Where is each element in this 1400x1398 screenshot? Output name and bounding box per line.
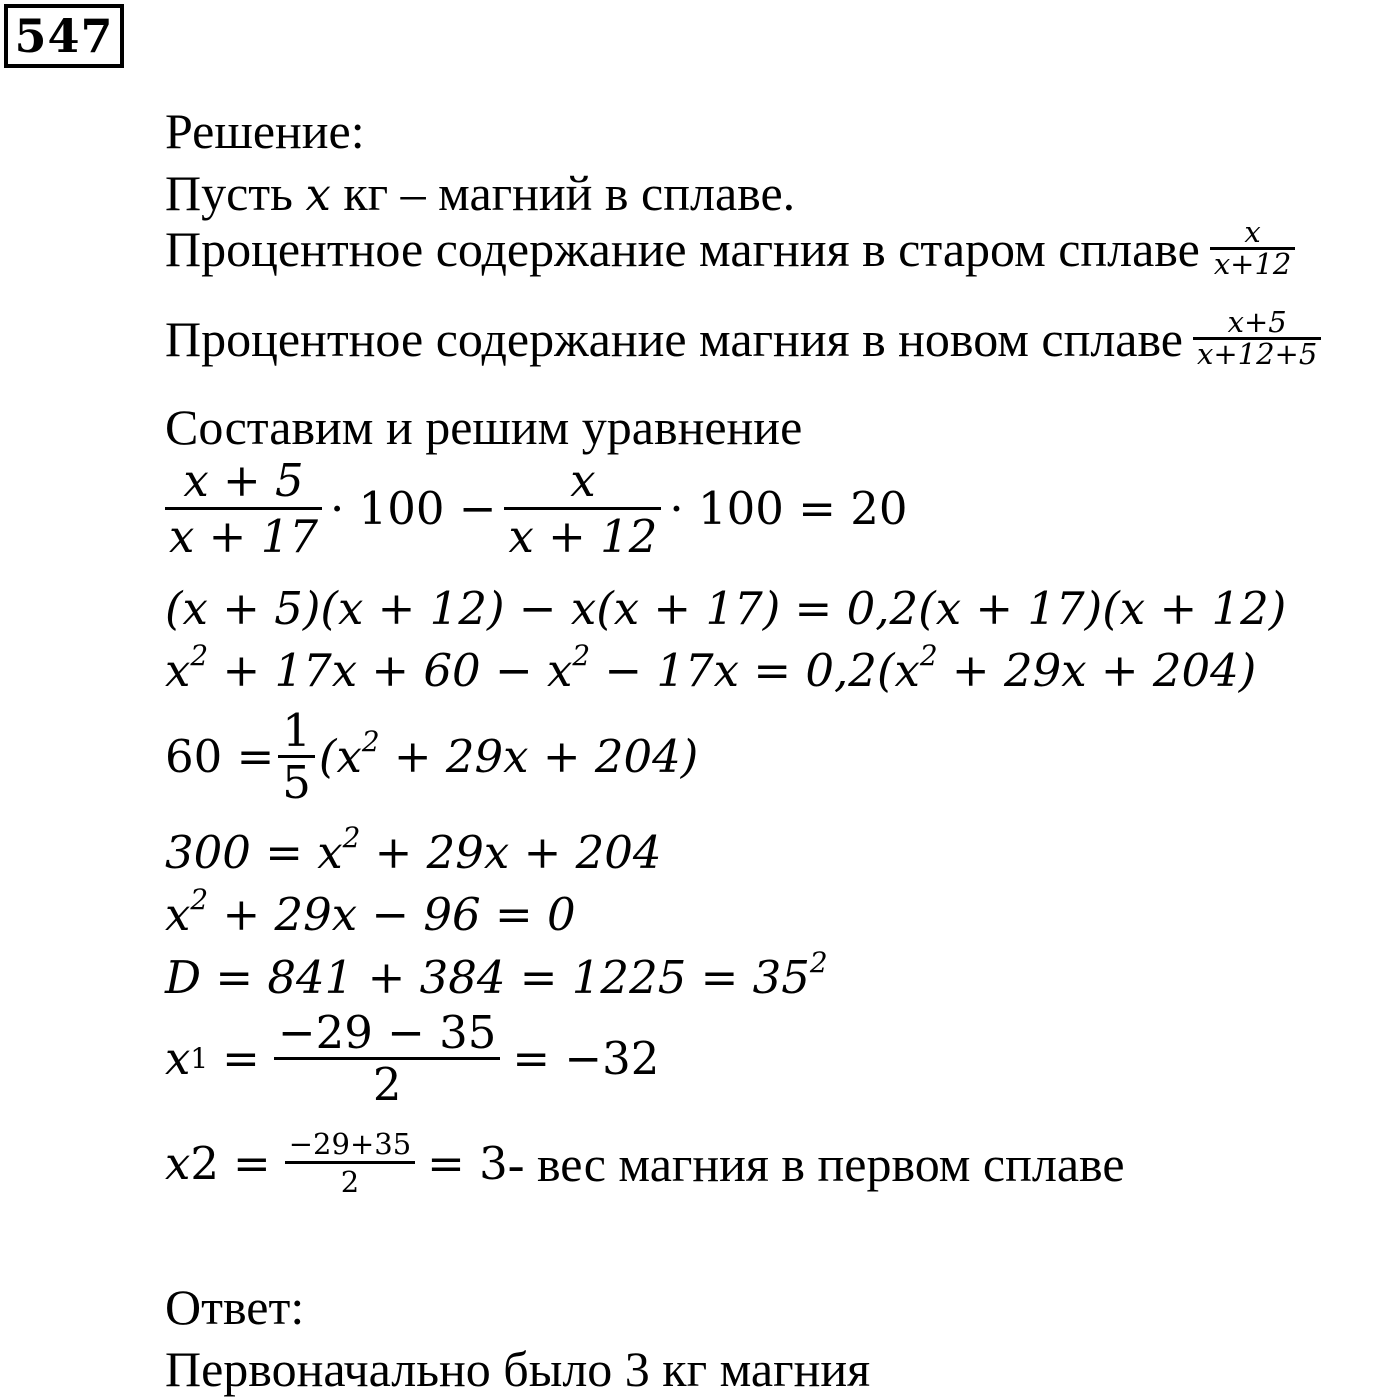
let-var: x — [305, 168, 331, 221]
eq4-exp: 2 — [361, 725, 380, 759]
eq7-a: D = 841 + 384 = 1225 = 35 — [165, 951, 810, 1004]
equation-5 — [165, 821, 662, 879]
eq5-b: + 29x + 204 — [360, 826, 662, 879]
new-percent-text: Процентное содержание магния в новом сплаве — [165, 310, 1183, 367]
equation-discriminant — [165, 946, 828, 1004]
old-percent-num: x — [1244, 215, 1261, 249]
eq1-rhs: · 100 = 20 — [669, 482, 908, 535]
eq3-exp-2: 2 — [572, 639, 591, 673]
eq1-frac2-den: x + 12 — [504, 507, 661, 559]
x1-eq: = — [222, 1032, 260, 1085]
eq1-fraction-2 — [504, 454, 661, 563]
eq6-b: + 29x − 96 = 0 — [208, 888, 576, 941]
eq4-fraction — [278, 704, 315, 809]
eq3-p2: + 17x + 60 − x — [208, 644, 573, 697]
x2-sub: 2 — [190, 1137, 220, 1190]
x1-num: −29 − 35 — [277, 1006, 497, 1059]
x2-num: −29+35 — [288, 1127, 412, 1161]
x2-var: x — [165, 1137, 191, 1190]
eq3-p3: − 17x = 0,2(x — [590, 644, 920, 697]
eq4-rhs-a: (x — [318, 730, 362, 783]
eq5-a: 300 = x — [165, 826, 343, 879]
root-x1: x 1 = $\frac{-29 - 35}{2}$ = −32 — [165, 1006, 660, 1111]
x1-rhs: = −32 — [512, 1032, 660, 1085]
x2-text: - вес магния в первом сплаве — [507, 1135, 1125, 1192]
equation-3 — [165, 639, 1257, 697]
eq3-p1: x — [165, 644, 191, 697]
x1-var: x — [165, 1032, 191, 1085]
let-pre: Пусть — [165, 165, 306, 221]
equation-4 — [165, 704, 699, 809]
eq4-rhs-b: + 29x + 204) — [379, 730, 699, 783]
equation-6 — [165, 883, 576, 941]
old-percent-line — [165, 215, 1295, 281]
root-x2 — [165, 1127, 1125, 1199]
answer-text: Первоначально было 3 кг магния — [165, 1341, 871, 1397]
eq1-mid: · 100 − — [329, 482, 497, 535]
eq1-frac1-num: x + 5 — [183, 454, 304, 507]
eq6-a: x — [165, 888, 191, 941]
x2-eq: = — [233, 1137, 271, 1190]
new-percent-num: x+5 — [1227, 305, 1287, 339]
x1-den: 2 — [274, 1057, 501, 1107]
equation-1 — [165, 454, 908, 563]
old-percent-fraction — [1210, 215, 1296, 281]
eq3-exp-1: 2 — [190, 639, 209, 673]
eq3-exp-3: 2 — [919, 639, 938, 673]
x2-fraction — [285, 1127, 415, 1199]
eq4-lhs: 60 = — [165, 730, 275, 783]
eq3-p4: + 29x + 204) — [937, 644, 1257, 697]
problem-number: 547 — [4, 4, 124, 68]
old-percent-den: x+12 — [1210, 247, 1296, 279]
x1-fraction — [274, 1006, 501, 1111]
eq1-frac2-num: x — [570, 454, 596, 507]
solution-label: Решение: — [165, 103, 365, 159]
eq4-num: 1 — [282, 704, 311, 757]
eq5-exp: 2 — [342, 821, 361, 855]
let-statement — [165, 165, 796, 221]
eq7-exp: 2 — [809, 946, 828, 980]
equation-2: (x + 5)(x + 12) − x(x + 17) = 0,2(x + 17)(x + 12) — [165, 582, 1287, 635]
eq4-den: 5 — [278, 755, 315, 805]
eq1-fraction-1 — [165, 454, 322, 563]
x2-den: 2 — [285, 1161, 415, 1197]
x2-rhs: = 3 — [427, 1137, 508, 1190]
eq1-frac1-den: x + 17 — [165, 507, 322, 559]
compose-text: Составим и решим уравнение — [165, 399, 803, 455]
eq4-rhs — [318, 725, 699, 783]
new-percent-line — [165, 305, 1321, 371]
old-percent-text: Процентное содержание магния в старом сплаве — [165, 220, 1200, 277]
let-post: кг – магний в сплаве. — [330, 165, 796, 221]
answer-label: Ответ: — [165, 1279, 305, 1335]
eq6-exp: 2 — [190, 883, 209, 917]
new-percent-den: x+12+5 — [1193, 337, 1321, 369]
new-percent-fraction — [1193, 305, 1321, 371]
